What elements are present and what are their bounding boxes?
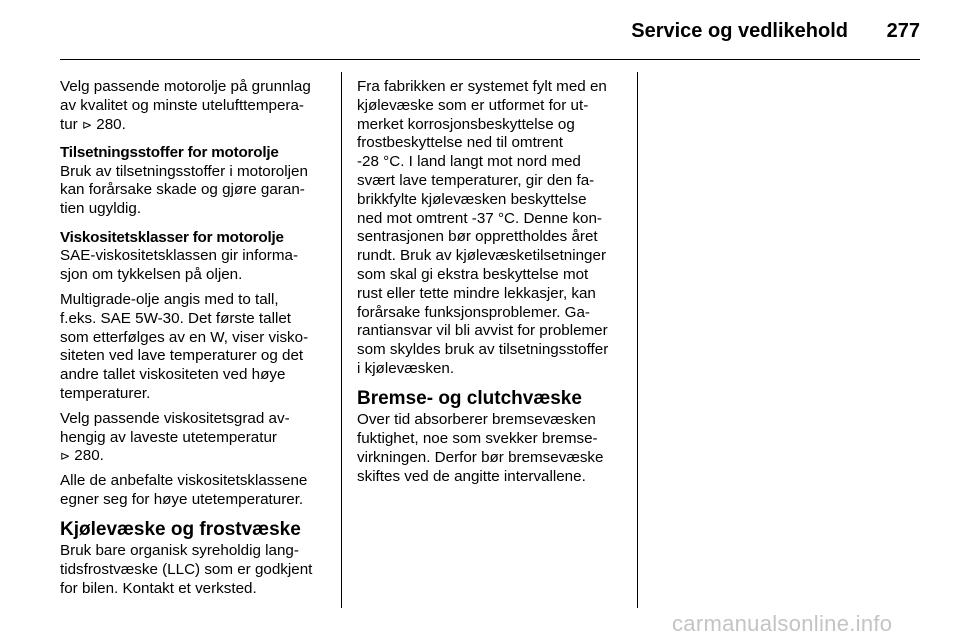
header-rule [60,59,920,60]
text-line: tidsfrostvæske (LLC) som er godkjent [60,561,313,579]
site-watermark: carmanualsonline.info [672,611,893,636]
text-line: temperaturer. [60,384,151,402]
coolant-continued-paragraph [357,78,630,379]
viscosity-paragraph-3 [60,410,336,466]
viscosity-paragraph-4 [60,472,336,510]
text-line: skiftes ved de angitte intervallene. [357,467,586,485]
text-line: tien ugyldig. [60,200,142,218]
text-line: rundt. Bruk av kjølevæsketilsetninger [357,247,607,265]
text-line: Alle de anbefalte viskositetsklassene [60,472,308,490]
text-line: som etterfølges av en W, viser visko- [60,328,309,346]
additives-heading: Tilsetningsstoffer for motorolje [60,143,279,161]
column-2 [357,78,630,496]
additives-section [60,144,336,219]
intro-paragraph [60,78,336,134]
coolant-paragraph [60,542,336,598]
reference-arrow-icon: ⊳ [60,449,71,464]
text-line: sentrasjonen bør opprettholdes året [357,228,598,246]
text-line: Bruk av tilsetningsstoffer i motoroljen [60,162,308,180]
text-line: Multigrade-olje angis med to tall, [60,290,279,308]
text-line: forårsake funksjonsproblemer. Ga- [357,303,590,321]
text-line: -28 °C. I land langt mot nord med [357,153,581,171]
text-line: kjølevæske som er utformet for ut- [357,96,589,114]
viscosity-heading: Viskositetsklasser for motorolje [60,228,284,246]
page-number: 277 [886,20,920,42]
text-line: andre tallet viskositeten ved høye [60,366,286,384]
text-line: svært lave temperaturer, gir den fa- [357,171,595,189]
text-line: siteten ved lave temperaturer og det [60,347,304,365]
text-line: merket korrosjonsbeskyttelse og [357,115,575,133]
column-divider-2 [637,72,638,608]
intro-ref-prefix: tur [60,115,78,133]
text-line [60,116,336,135]
text-line: sjon om tykkelsen på oljen. [60,266,243,284]
text-line: f.eks. SAE 5W-30. Det første tallet [60,309,291,327]
viscosity-section [60,229,336,285]
brake-paragraph [357,411,630,486]
text-line: virkningen. Derfor bør bremsevæske [357,448,604,466]
text-line: som skyldes bruk av tilsetningsstoffer [357,341,609,359]
text-line: kan forårsake skade og gjøre garan- [60,181,305,199]
text-line: Over tid absorberer bremsevæsken [357,411,596,429]
text-line [60,447,336,466]
header-title: Service og vedlikehold [631,20,848,42]
coolant-heading: Kjølevæske og frostvæske [60,519,301,541]
text-line: Bruk bare organisk syreholdig lang- [60,542,299,560]
page-reference[interactable]: 280. [96,115,126,133]
text-line: hengig av laveste utetemperatur [60,428,277,446]
text-line: Velg passende viskositetsgrad av- [60,409,290,427]
text-line: fuktighet, noe som svekker bremse- [357,430,598,448]
page-reference[interactable]: 280. [74,447,104,465]
text-line: som skal gi ekstra beskyttelse mot [357,265,589,283]
text-line: i kjølevæsken. [357,359,455,377]
brake-heading: Bremse- og clutchvæske [357,388,582,410]
text-line: rust eller tette mindre lekkasjer, kan [357,284,596,302]
column-1 [60,78,336,608]
text-line: Fra fabrikken er systemet fylt med en [357,78,607,95]
text-line: Velg passende motorolje på grunnlag [60,78,311,95]
text-line: rantiansvar vil bli avvist for problemer [357,322,608,340]
reference-arrow-icon: ⊳ [81,117,93,132]
viscosity-paragraph-2 [60,291,336,404]
text-line: frostbeskyttelse ned til omtrent [357,134,563,152]
text-line: ned mot omtrent -37 °C. Denne kon- [357,209,602,227]
text-line: for bilen. Kontakt et verksted. [60,579,257,597]
text-line: egner seg for høye utetemperaturer. [60,490,304,508]
text-line: SAE-viskositetsklassen gir informa- [60,247,299,265]
column-divider-1 [341,72,342,608]
text-line: brikkfylte kjølevæsken beskyttelse [357,190,587,208]
text-line: av kvalitet og minste utelufttempera- [60,96,304,114]
